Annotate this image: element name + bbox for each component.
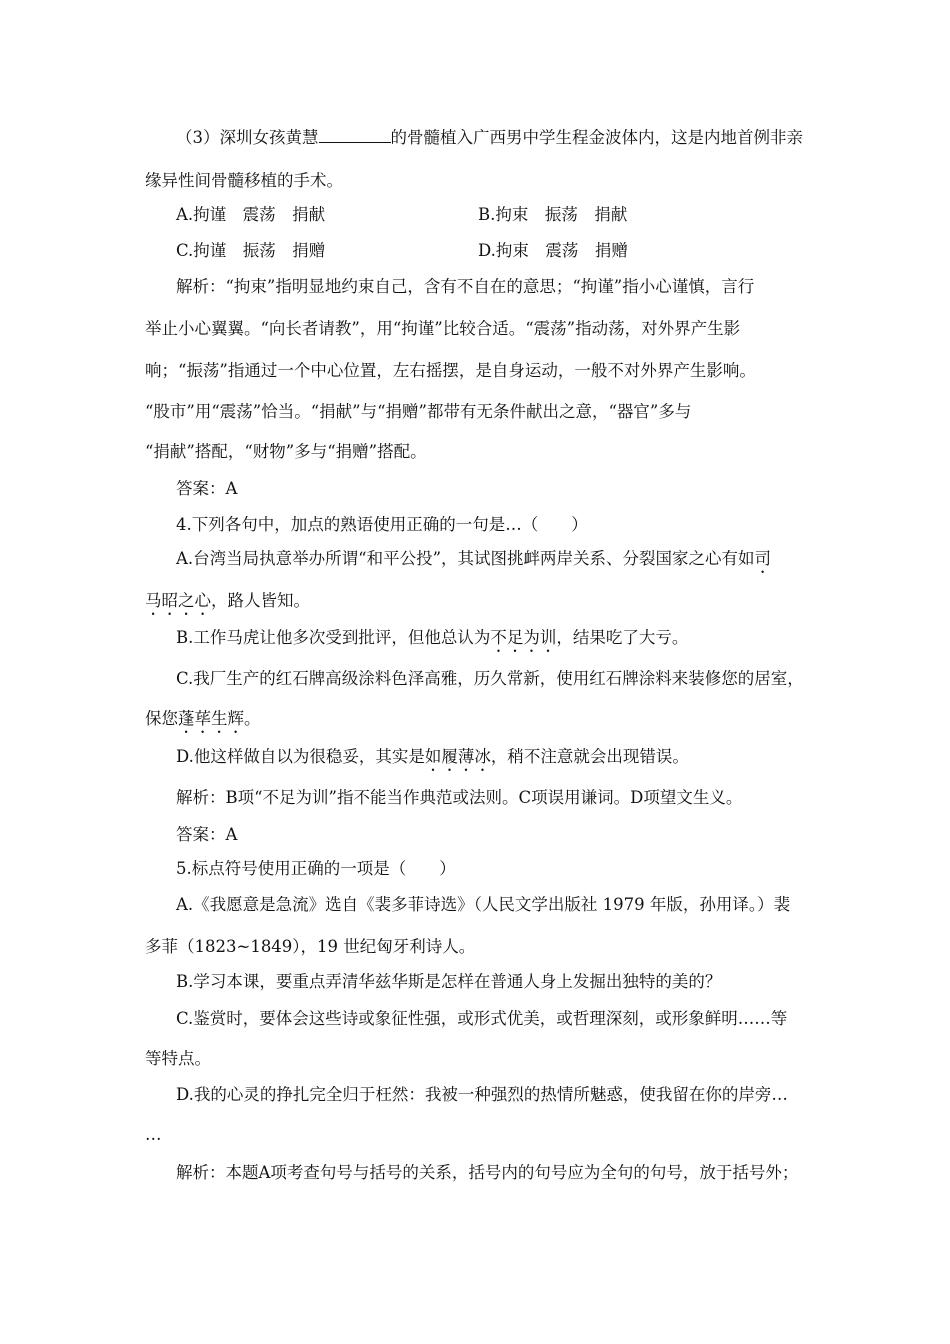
q4-d-text: D.他这样做自以为很稳妥，其实是: [176, 747, 425, 766]
q3-explanation-4: “股市”用“震荡”恰当。“捐献”与“捐赠”都带有无条件献出之意，“器官”多与: [145, 402, 692, 421]
q4-option-a-line1: [176, 549, 846, 577]
q3-option-d: D.拘束 震荡 捐赠: [478, 241, 628, 260]
q5-option-d-line1: D.我的心灵的挣扎完全归于枉然：我被一种强烈的热情所魅惑，使我留在你的岸旁…: [176, 1085, 788, 1104]
q3-line1: [176, 128, 846, 148]
q3-explanation-1: 解析：“拘束”指明显地约束自己，含有不自在的意思；“拘谨”指小心谨慎，言行: [176, 277, 755, 296]
dotted-idiom: 蓬荜生辉: [178, 709, 244, 728]
dotted-idiom: 如履薄冰: [424, 747, 491, 766]
q3-option-a: A.拘谨 震荡 捐献: [176, 205, 326, 224]
q4-a-text-end: ，路人皆知。: [211, 591, 310, 610]
q3-explanation-3: 响；“振荡”指通过一个中心位置，左右摇摆，是自身运动，一般不对外界产生影响。: [145, 361, 756, 380]
dotted-idiom: 司: [754, 549, 772, 568]
q5-stem: 5.标点符号使用正确的一项是（ ）: [176, 859, 456, 878]
q4-stem: 4.下列各句中，加点的熟语使用正确的一句是…（ ）: [176, 515, 588, 534]
q3-text-start: （3）深圳女孩黄慧: [176, 128, 319, 147]
q4-option-b: [176, 628, 846, 656]
q5-option-d-line2: …: [145, 1125, 162, 1144]
q3-option-c: C.拘谨 振荡 捐赠: [176, 241, 326, 260]
q4-option-a-line2: [145, 591, 815, 619]
q4-answer: 答案：A: [176, 825, 238, 844]
q3-answer: 答案：A: [176, 479, 238, 498]
q5-option-a-line2: 多菲（1823~1849），19 世纪匈牙利诗人。: [145, 937, 476, 956]
q4-b-text: B.工作马虎让他多次受到批评，但他总认为: [176, 628, 491, 647]
fill-blank: [319, 128, 391, 143]
q5-option-b: B.学习本课，要重点弄清华兹华斯是怎样在普通人身上发掘出独特的美的？: [176, 972, 722, 991]
q4-option-d: [176, 747, 846, 775]
q4-option-c-line1: C.我厂生产的红石牌高级涂料色泽高雅，历久常新，使用红石牌涂料来装修您的居室，: [176, 669, 804, 688]
q4-explanation: 解析：B项“不足为训”指不能当作典范或法则。C项误用谦词。D项望文生义。: [176, 788, 743, 807]
q4-a-text: A.台湾当局执意举办所谓“和平公投”，其试图挑衅两岸关系、分裂国家之心有如: [176, 549, 755, 568]
q4-c-text-end: 。: [244, 709, 261, 728]
q3-option-b: B.拘束 振荡 捐献: [478, 205, 628, 224]
q4-option-c-line2: [145, 709, 815, 737]
q4-c-text: 保您: [145, 709, 178, 728]
q5-option-a-line1: A.《我愿意是急流》选自《裴多菲诗选》（人民文学出版社 1979 年版，孙用译。）裴: [176, 895, 791, 914]
q3-explanation-5: “捐献”搭配，“财物”多与“捐赠”搭配。: [145, 442, 427, 461]
q3-explanation-2: 举止小心翼翼。“向长者请教”，用“拘谨”比较合适。“震荡”指动荡，对外界产生影: [145, 319, 741, 338]
q5-option-c-line2: 等特点。: [145, 1049, 211, 1068]
q4-d-text-end: ，稍不注意就会出现错误。: [490, 747, 689, 766]
dotted-idiom: 马昭之心: [145, 591, 211, 610]
q3-line2: 缘异性间骨髓移植的手术。: [145, 171, 343, 190]
q3-text-end: 的骨髓植入广西男中学生程金波体内，这是内地首例非亲: [390, 128, 803, 147]
dotted-idiom: 不足为训: [490, 628, 557, 647]
q5-option-c-line1: C.鉴赏时，要体会这些诗或象征性强，或形式优美，或哲理深刻，或形象鲜明……等: [176, 1009, 788, 1028]
q5-explanation: 解析：本题A项考查句号与括号的关系，括号内的句号应为全句的句号，放于括号外；: [176, 1163, 799, 1182]
q4-b-text-end: ，结果吃了大亏。: [556, 628, 689, 647]
